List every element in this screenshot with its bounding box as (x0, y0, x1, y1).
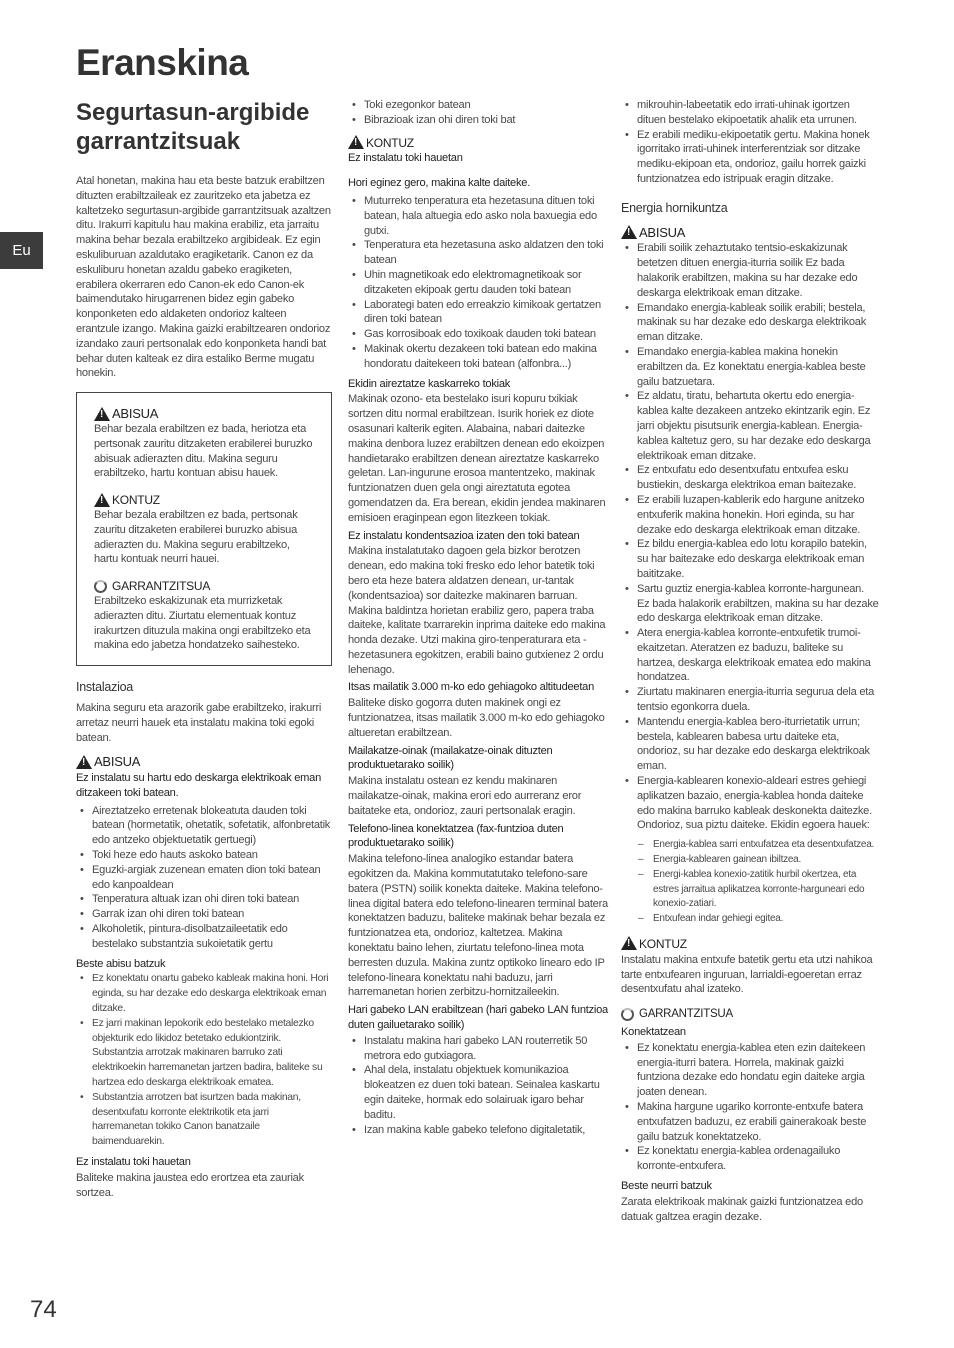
wireless-lan-list (348, 1034, 608, 1138)
column-2 (348, 98, 608, 1142)
legend-warning-label: ! ABISUA (94, 407, 314, 422)
legend-important-text: Erabiltzeko eskakizunak eta murrizketak adierazten ditu. Ziurtatu elementuak kontuz irakurtzen dituzula makina ongi erabiltzeko eta makina edo jabetza hondatzeko saihesteko. (94, 594, 311, 652)
list-item: • Ziurtatu makinaren energia-iturria segurua dela eta tentsio egonkorra duela. (621, 685, 879, 715)
list-item: • Uhin magnetikoak edo elektromagnetikoak sor ditzaketen ekipoak gertu dauden toki batean (348, 268, 608, 298)
list-item: • Tenperatura eta hezetasuna asko aldatzen den toki batean (348, 238, 608, 268)
list-item: • Eguzki-argiak zuzenean ematen dion toki batean edo kanpoaldean (76, 863, 332, 893)
list-item: • Ez entxufatu edo desentxufatu entxufea esku bustiekin, deskarga elektrikoa eman baitezake. (621, 463, 879, 493)
list-item: • Sartu guztiz energia-kablea korronte-hargunean. Ez bada halakorik erabiltzen, makina su har dezake edo deskarga elektrikoak eman ditzake. (621, 582, 879, 626)
power-important-label: GARRANTZITSUA (621, 1007, 879, 1022)
page-subtitle: Segurtasun-argibide garrantzitsuak (76, 99, 310, 155)
list-item: – Energia-kablea sarri entxufatzea eta desentxufatzea. (621, 838, 879, 853)
list-item: • Ez jarri makinan lepokorik edo bestelako metalezko objekturik edo likidoz betetako edukiontzirik. Substantzia arrotzak makinaren barruko zati elektrikoekin harremanetan jartzen badira, baliteke su hartzea edo deskarga elektrikoak ematea. (76, 1017, 332, 1091)
list-item: – Energia-kablearen gainean ibiltzea. (621, 853, 879, 868)
column-1 (76, 174, 332, 1203)
list-item: • Alkoholetik, pintura-disolbatzaileetatik edo bestelako substantzia sukoietatik gertu (76, 922, 332, 952)
caution-lead: Ez instalatu toki hauetan (348, 152, 463, 165)
connecting-heading: Konektatzean (621, 1026, 686, 1039)
stress-avoid-list (621, 838, 879, 927)
list-item: • Ez erabili mediku-ekipoetatik gertu. Makina honek igorritako irrati-uhinek interferentziak sor ditzake mediku-ekipoan eta, ondorioz, gailu horrek gaizki funtzionatzea edo istripuak eragin ditzake. (621, 128, 879, 187)
list-item: • Ez konektatu energia-kablea eten ezin daitekeen energia-iturri batera. Horrela, makinak gaizki funtziona dezake edo hondatu egin daiteke argia joaten denean. (621, 1041, 879, 1100)
important-circle-icon (621, 1008, 634, 1021)
legend-caution-label: ! KONTUZ (94, 493, 314, 508)
ventilation-text: Makinak ozono- eta bestelako isuri kopuru txikiak sortzen ditu normal erabiltzean. Isurik horiek ez diote osasunari kalterik egiten. Alabaina, nabari daitezke makina denbora luzez erabiltzen denean edo ekoizpen handietarako erabiltzen denean aireztatze kaskarreko geletan. Lan-ingurune erosoa mantentzeko, makinak funtzionatzen duen gela ongi aireztatuta egotea gomendatzen da. Era berean, ekidin jendea makinaren emisioen eraginpean egon litezkeen tokiak. (348, 393, 606, 524)
leveling-feet-text: Makina instalatu ostean ez kendu makinaren mailakatze-oinak, makina erori edo aurreranz eror baitateke eta, ondorioz, zauri pertsonalak eragin. (348, 775, 582, 817)
list-item: • Gas korrosiboak edo toxikoak dauden toki batean (348, 327, 608, 342)
install-warning-label: ! ABISUA (76, 755, 332, 770)
list-item: • Makina hargune ugariko korronte-entxufe batera entxufatzen baduzu, ez erabili gainerakoak beste gailu batzuk konektatzeko. (621, 1100, 879, 1144)
list-item: • Garrak izan ohi diren toki batean (76, 907, 332, 922)
list-item: • Ahal dela, instalatu objektuek komunikazioa blokeatzen ez duen toki batean. Seinalea kaskartu egin daiteke, hormak edo solairuak igaro behar baditu. (348, 1063, 608, 1122)
list-item: • Ez aldatu, tiratu, behartuta okertu edo energia-kablea kalte dezakeen antzeko ekintzarik egin. Ez jarri objektu pisutsurik energia-kablean. Energia-kablea kaltetuz gero, su har dezake edo deskarga elektrikoak eman ditzake. (621, 389, 879, 463)
list-item: – Entxufean indar gehiegi egitea. (621, 912, 879, 927)
page-title: Eranskina (76, 42, 249, 83)
power-warning-label: ! ABISUA (621, 226, 879, 241)
intro-paragraph: Atal honetan, makina hau eta beste batzuk erabiltzen dituzten erabiltzaileak ez zauritzeko eta jabetza ez kaltetzeko segurtasun-argibide garrantzitsuak azaltzen ditu. Irakurri kapitulu hau makina erabiliz, eta jarraitu makina behar bezala erabiltzeko argibideak. Ez egin eskuliburuan azaldutako eragiketarik. Canon ez da eskuliburu honetan azaldu gabeko eragiketen, erabilera okerraren edo Canon-ek edo Canon-ek baimendutako hirugarrenen bidez egin gabeko konponketen edo aldaketen ondorioz kalteen erantzule izango. Makina gaizki erabiltzearen ondorioz izandako zauri pertsonalak edo konponketa handi bat behar duten kalteak ez dira estaliko Berme mugatu honekin. (76, 175, 331, 380)
legend-caution-text: Behar bezala erabiltzen ez bada, pertsonak zauritu ditzaketen erabilerei buruzko abisua adierazten du. Makina seguru erabiltzeko, hartu kontuak neurri hauei. (94, 508, 298, 566)
warning-triangle-icon: ! (76, 755, 92, 769)
list-item: • Energia-kablearen konexio-aldeari estres gehiegi aplikatzen bazaio, energia-kablea honda daiteke edo makina barruko kableak deskonekta daitezke. Ondorioz, sua piztu daiteke. Ekidin egoera hauek: (621, 774, 879, 833)
condensation-heading: Ez instalatu kondentsazioa izaten den toki batean (348, 529, 580, 542)
altitude-heading: Itsas mailatik 3.000 m-ko edo gehiagoko altitudeetan (348, 681, 595, 694)
no-install-text: Baliteke makina jaustea edo erortzea eta zauriak sortzea. (76, 1171, 304, 1199)
caution-triangle-icon: ! (94, 493, 110, 507)
language-tab: Eu (0, 232, 43, 269)
caution-triangle-icon: ! (621, 936, 637, 950)
page-number: 74 (30, 1296, 57, 1323)
section-heading-power: Energia hornikuntza (621, 200, 728, 215)
list-item: • Substantzia arrotzen bat isurtzen bada makinan, desentxufatu korronte elektrikotik eta jarri harremanetan tokiko Canon banatzaile baimenduarekin. (76, 1091, 332, 1150)
connecting-list (621, 1041, 879, 1174)
list-item: • Toki heze edo hauts askoko batean (76, 848, 332, 863)
caution-label: ! KONTUZ (348, 136, 608, 151)
list-item: • Emandako energia-kableak soilik erabili; bestela, makinak su har dezake edo deskarga elektrikoak eman ditzake. (621, 301, 879, 345)
power-warning-list (621, 241, 879, 833)
list-item: • Tenperatura altuak izan ohi diren toki batean (76, 892, 332, 907)
damage-lead: Hori eginez gero, makina kalte daiteke. (348, 177, 531, 190)
list-item: – Energi-kablea konexio-zatitik hurbil okertzea, eta estres jarraitua aplikatzea korronte-harguneari edo konexio-zatiari. (621, 868, 879, 912)
list-item: • mikrouhin-labeetatik edo irrati-uhinak igortzen dituen bestelako ekipoetatik ahalik eta urrunen. (621, 98, 879, 128)
legend-important-label: GARRANTZITSUA (94, 579, 314, 594)
list-item: • Atera energia-kablea korronte-entxufetik trumoi-ekaitzetan. Ateratzen ez baduzu, baliteke su hartzea, deskarga elektrikoak ematea edo makina hondatzea. (621, 626, 879, 685)
power-caution-text: Instalatu makina entxufe batetik gertu eta utzi nahikoa tarte entxufearen inguruan, larrialdi-egoeretan erraz desentxufatu ahal izateko. (621, 953, 873, 996)
list-item: • Ez bildu energia-kablea edo lotu korapilo batekin, su har baitezake edo deskarga elektrikoak eman baititzake. (621, 537, 879, 581)
telephone-line-heading: Telefono-linea konektatzea (fax-funtzioa duten produktuetarako soilik) (348, 822, 564, 850)
list-item: • Instalatu makina hari gabeko LAN routerretik 50 metrora edo gutxiagora. (348, 1034, 608, 1064)
warning-lead: Ez instalatu su hartu edo deskarga elektrikoak eman ditzakeen toki batean. (76, 772, 322, 799)
no-install-heading: Ez instalatu toki hauetan (76, 1156, 191, 1169)
altitude-text: Baliteke disko gogorra duten makinek ongi ez funtzionatzea, itsas mailatik 3.000 m-ko edo gehiagoko altueretan erabiltzean. (348, 697, 605, 739)
symbol-legend-box (76, 392, 332, 666)
column-3 (621, 98, 879, 1227)
other-warnings-heading: Beste abisu batzuk (76, 957, 166, 970)
list-item: • Bibrazioak izan ohi diren toki bat (348, 113, 608, 128)
wireless-lan-heading: Hari gabeko LAN erabiltzean (hari gabeko LAN funtzioa duten gailuetarako soilik) (348, 1004, 608, 1032)
section-heading-install: Instalazioa (76, 680, 134, 695)
list-item: • Makinak okertu dezakeen toki batean edo makina hondoratu daitekeen toki batean (alfonbra...) (348, 342, 608, 372)
list-item: • Aireztatzeko erretenak blokeatuta dauden toki batean (hormetatik, ohetatik, sofetatik, alfonbretatik edo antzeko objektuetatik gertuegi) (76, 804, 332, 848)
list-item: • Erabili soilik zehaztutako tentsio-eskakizunak betetzen dituen energia-iturria soilik Ez bada halakorik erabiltzen, makina su har dezake edo deskarga elektrikoak eman ditzake. (621, 241, 879, 300)
list-item: • Ez erabili luzapen-kablerik edo hargune anitzeko entxuferik makina honekin. Hori eginda, su har dezake edo deskarga elektrikoak eman ditzake. (621, 493, 879, 537)
condensation-text: Makina instalatutako dagoen gela bizkor berotzen denean, edo makina toki fresko edo lehor batetik toki bero eta heze batera aldatzen denean, ur-tantak (kondentsazioa) sor daitezke makinaren barruan. Makina baldintza horietan erabiliz gero, papera traba daiteke, kalitate txarrarekin inprima daiteke edo makina honda dezake. Utzi makina giro-tenperaturara eta -hezetasunera egokitzen, erabili baino gutxienez 2 ordu lehenago. (348, 545, 606, 676)
caution-triangle-icon: ! (348, 135, 364, 149)
legend-warning-text: Behar bezala erabiltzen ez bada, heriotza eta pertsonak zauritu ditzaketen erabilerei buruzko abisuak adierazten ditu. Makina seguru erabiltzeko, hartu kontuan abisu hauek. (94, 422, 313, 480)
other-measures-heading: Beste neurri batzuk (621, 1179, 712, 1192)
important-circle-icon (94, 580, 107, 593)
list-item: • Ez konektatu energia-kablea ordenagailuko korronte-entxufera. (621, 1144, 879, 1174)
list-item: • Muturreko tenperatura eta hezetasuna dituen toki batean, hala altuegia edo asko nola baxuegia edo gutxi. (348, 194, 608, 238)
list-item: • Emandako energia-kablea makina honekin erabiltzen da. Ez konektatu energia-kablea beste gailu batzuetara. (621, 345, 879, 389)
install-text: Makina seguru eta arazorik gabe erabiltzeko, irakurri arretaz neurri hauek eta instalatu makina toki egoki batean. (76, 701, 322, 744)
list-item: • Izan makina kable gabeko telefono digitaletatik, (348, 1123, 608, 1138)
list-item: • Toki ezegonkor batean (348, 98, 608, 113)
unstable-places-list (348, 98, 608, 128)
warning-triangle-icon: ! (94, 407, 110, 421)
wireless-continued-list (621, 98, 879, 187)
telephone-line-text: Makina telefono-linea analogiko estandar batera egokitzen da. Makina kommutatutako telefono-sare batera (PSTN) soilik konekta daiteke. Makina telefono-linea digital batera edo telefono-linearen terminal batera konektatzen baduzu, baliteke makinak behar bezala ez funtzionatzea eta, ondorioz, kaltetzea. Makina konektatu baino lehen, ziurtatu telefono-linea mota berresten duzula. Makina zuntz optikoko linearo edo IP telefono-lineara konektatu nahi baduzu, jarri harremanetan horien zerbitzu-hornitzaileekin. (348, 853, 608, 999)
ventilation-heading: Ekidin aireztatze kaskarreko tokiak (348, 377, 511, 390)
warning-list (76, 804, 332, 952)
list-item: • Laborategi baten edo erreakzio kimikoak gertatzen diren toki batean (348, 298, 608, 328)
warning-triangle-icon: ! (621, 225, 637, 239)
other-measures-text: Zarata elektrikoak makinak gaizki funtzionatzea edo datuak galtzea eragin dezake. (621, 1195, 863, 1223)
power-caution-label: ! KONTUZ (621, 937, 879, 952)
list-item: • Ez konektatu onartu gabeko kableak makina honi. Hori eginda, su har dezake edo deskarga elektrikoak eman ditzake. (76, 972, 332, 1016)
leveling-feet-heading: Mailakatze-oinak (mailakatze-oinak dituzten produktuetarako soilik) (348, 744, 553, 772)
list-item: • Mantendu energia-kablea bero-iturrietatik urrun; bestela, kablearen babesa urtu daiteke eta, ondorioz, su har dezake edo deskarga elektrikoak eman. (621, 715, 879, 774)
damage-list (348, 194, 608, 372)
other-warnings-list (76, 972, 332, 1150)
